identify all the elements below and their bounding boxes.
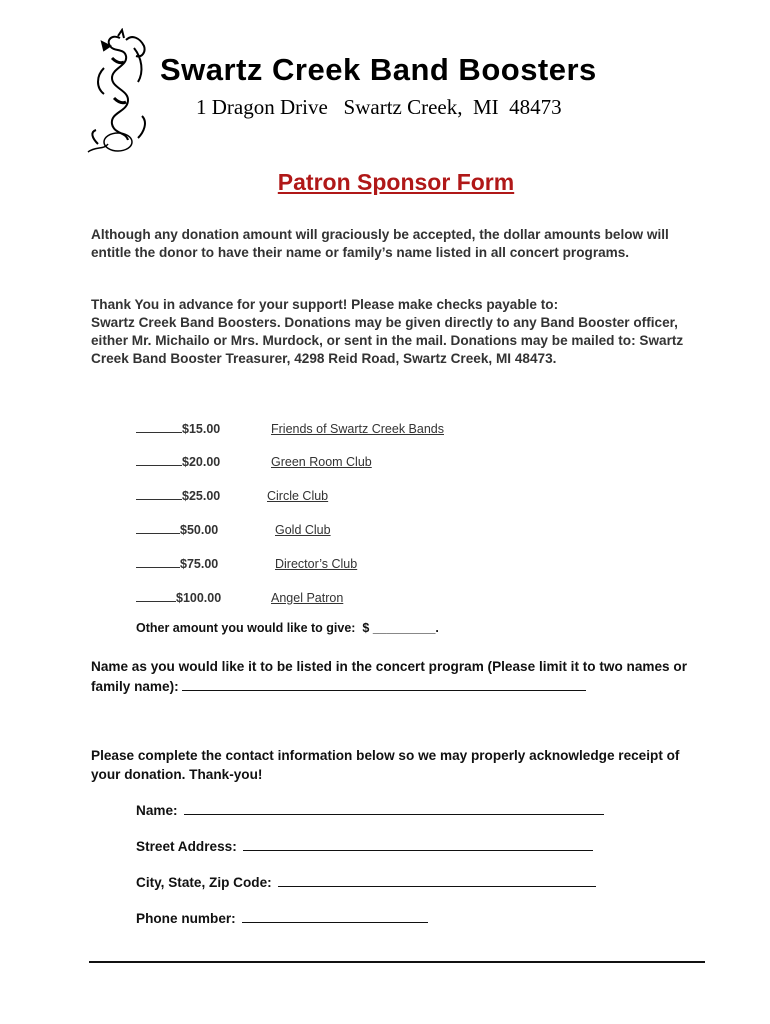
donation-level-name: Friends of Swartz Creek Bands <box>271 422 444 436</box>
donation-blank[interactable] <box>136 487 182 500</box>
thanks-line-2: Swartz Creek Band Boosters. Donations may be given directly to any Band Booster officer, either Mr. Michailo or Mrs. Murdock, or sent in the mail. Donations may be mailed to: Swartz Creek Band Booster Treasurer, 4298 Reid Road, Swartz Creek, MI 48473. <box>91 315 684 366</box>
donation-level-100[interactable] <box>136 589 343 607</box>
donation-level-25[interactable] <box>136 487 328 505</box>
city-state-zip-line[interactable] <box>278 872 596 887</box>
donation-blank[interactable] <box>136 521 180 534</box>
phone-number-line[interactable] <box>242 908 428 923</box>
donation-blank[interactable] <box>136 453 182 466</box>
dragon-logo-icon <box>82 28 162 156</box>
bottom-rule <box>89 961 705 963</box>
form-title: Patron Sponsor Form <box>277 169 515 195</box>
donation-amount: $75.00 <box>180 557 219 571</box>
thanks-line-1: Thank You in advance for your support! Please make checks payable to: <box>91 297 559 312</box>
city-state-zip-label: City, State, Zip Code: <box>136 875 272 890</box>
name-line[interactable] <box>184 800 604 815</box>
city-state-zip-field[interactable] <box>136 872 596 890</box>
phone-number-label: Phone number: <box>136 911 236 926</box>
street-address-line[interactable] <box>243 836 593 851</box>
donation-level-15[interactable] <box>136 420 444 438</box>
donation-amount: $50.00 <box>180 523 219 537</box>
donation-level-20[interactable] <box>136 453 372 471</box>
name-label: Name: <box>136 803 178 818</box>
organization-address: 1 Dragon Drive Swartz Creek, MI 48473 <box>196 95 562 119</box>
listing-name-line[interactable] <box>182 676 586 691</box>
donation-blank[interactable] <box>136 555 180 568</box>
donation-blank[interactable] <box>136 420 182 433</box>
donation-level-name: Green Room Club <box>271 455 372 469</box>
contact-intro: Please complete the contact information below so we may properly acknowledge receipt of your donation. Thank-you! <box>91 748 680 782</box>
name-field[interactable] <box>136 800 604 818</box>
street-address-label: Street Address: <box>136 839 237 854</box>
phone-number-field[interactable] <box>136 908 428 926</box>
intro-paragraph: Although any donation amount will graciously be accepted, the dollar amounts below will entitle the donor to have their name or family’s name listed in all concert programs. <box>91 227 669 260</box>
listing-name-field[interactable] <box>91 657 701 696</box>
listing-name-label: Name as you would like it to be listed in the concert program (Please limit it to two names or family name): <box>91 659 687 694</box>
donation-level-75[interactable] <box>136 555 357 573</box>
donation-level-name: Gold Club <box>275 523 331 537</box>
other-amount-field[interactable]: Other amount you would like to give: $ _________. <box>136 621 439 635</box>
donation-blank[interactable] <box>136 589 176 602</box>
donation-amount: $100.00 <box>176 591 222 605</box>
thanks-paragraph <box>91 296 711 368</box>
donation-level-50[interactable] <box>136 521 331 539</box>
donation-amount: $20.00 <box>182 455 221 469</box>
donation-amount: $25.00 <box>182 489 221 503</box>
donation-level-name: Angel Patron <box>271 591 344 605</box>
donation-level-name: Circle Club <box>267 489 329 503</box>
donation-level-name: Director’s Club <box>275 557 358 571</box>
donation-amount: $15.00 <box>182 422 221 436</box>
street-address-field[interactable] <box>136 836 593 854</box>
organization-name: Swartz Creek Band Boosters <box>160 52 597 87</box>
